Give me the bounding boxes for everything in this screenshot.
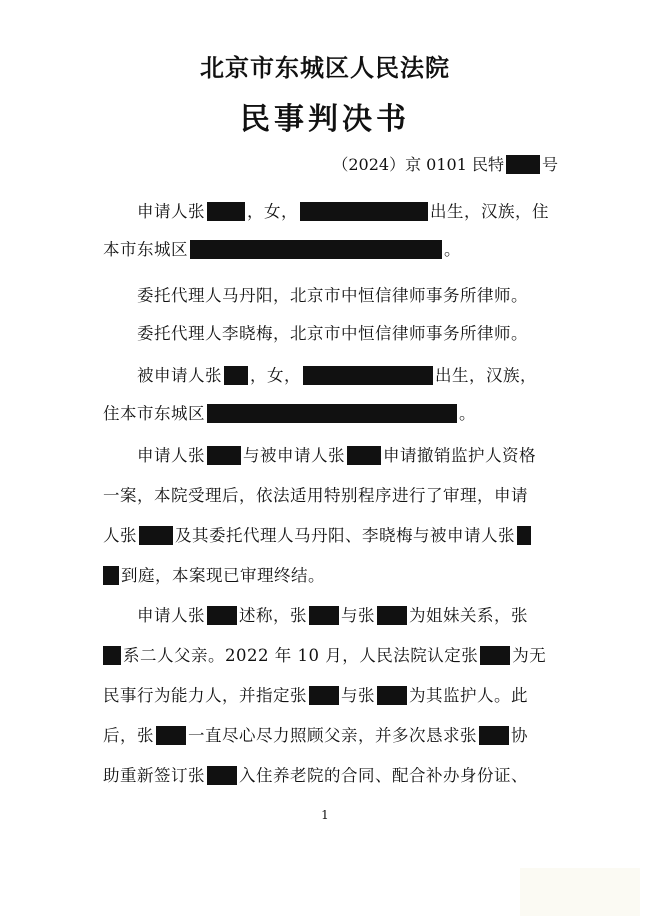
redaction-block (103, 566, 119, 585)
text-run: 住本市东城区 (103, 404, 205, 423)
redaction-block (207, 446, 241, 465)
redaction-block (207, 606, 237, 625)
case-number-prefix: （2024）京 0101 民特 (332, 155, 504, 174)
text-run: 民事行为能力人，并指定张 (103, 686, 307, 705)
redaction-block (377, 686, 407, 705)
text-run: 助重新签订张 (103, 766, 205, 785)
text-run: 。 (459, 404, 476, 423)
text-run: 及其委托代理人马丹阳、李晓梅与被申请人张 (175, 526, 515, 545)
redaction-block (207, 202, 245, 221)
paper-edge (520, 868, 640, 916)
redaction-block (190, 240, 442, 259)
court-name: 北京市东城区人民法院 (200, 53, 450, 82)
redaction-block (506, 155, 540, 174)
text-run: 入住养老院的合同、配合补办身份证、 (239, 766, 528, 785)
redaction-block (347, 446, 381, 465)
text-run: 申请人张 (137, 446, 205, 465)
case-number-suffix: 号 (541, 155, 558, 174)
text-run: 与张 (341, 606, 375, 625)
redaction-block (517, 526, 531, 545)
paragraph-line (103, 682, 555, 706)
paragraph-line (103, 522, 555, 546)
redaction-block (303, 366, 433, 385)
paragraph-line (103, 562, 555, 586)
redaction-block (139, 526, 173, 545)
redaction-block (156, 726, 186, 745)
redaction-block (377, 606, 407, 625)
text-run: 与被申请人张 (243, 446, 345, 465)
text-run: 申请撤销监护人资格 (383, 446, 536, 465)
redaction-block (309, 686, 339, 705)
paragraph-line (103, 642, 555, 666)
redaction-block (207, 404, 457, 423)
text-run: 人张 (103, 526, 137, 545)
text-run: ，女， (247, 202, 298, 221)
text-run: 协 (511, 726, 528, 745)
paragraph-line (103, 198, 555, 222)
text-run: 后，张 (103, 726, 154, 745)
redaction-block (103, 646, 121, 665)
text-run: 述称，张 (239, 606, 307, 625)
text-run: 被申请人张 (137, 366, 222, 385)
text-run: 申请人张 (137, 202, 205, 221)
text-run: 为其监护人。此 (409, 686, 528, 705)
text-run: 申请人张 (137, 606, 205, 625)
paragraph-line (103, 602, 555, 626)
paragraph-line (103, 236, 555, 260)
text-run: 到庭，本案现已审理终结。 (121, 566, 325, 585)
paragraph-line (103, 442, 555, 466)
paragraph-line (103, 762, 555, 786)
text-run: 出生，汉族，住 (430, 202, 549, 221)
paragraph-line: 一案，本院受理后，依法适用特别程序进行了审理，申请 (103, 486, 528, 505)
paragraph-line (103, 722, 555, 746)
text-run: 为无 (512, 646, 547, 665)
paragraph-line: 委托代理人马丹阳，北京市中恒信律师事务所律师。 (137, 286, 528, 305)
text-run: ，女， (250, 366, 301, 385)
redaction-block (479, 726, 509, 745)
redaction-block (207, 766, 237, 785)
text-run: 系二人父亲。2022 年 10 月，人民法院认定张 (123, 646, 479, 665)
document-title: 民事判决书 (240, 102, 410, 137)
text-run: 与张 (341, 686, 375, 705)
text-run: 一直尽心尽力照顾父亲，并多次恳求张 (188, 726, 477, 745)
page-number: 1 (321, 808, 329, 822)
redaction-block (224, 366, 248, 385)
redaction-block (480, 646, 510, 665)
paragraph-line (103, 362, 555, 386)
text-run: 出生，汉族， (435, 366, 537, 385)
text-run: 为姐妹关系，张 (409, 606, 528, 625)
paragraph-line: 委托代理人李晓梅，北京市中恒信律师事务所律师。 (137, 324, 528, 343)
redaction-block (300, 202, 428, 221)
text-run: 本市东城区 (103, 240, 188, 259)
redaction-block (309, 606, 339, 625)
text-run: 。 (444, 240, 461, 259)
case-number (332, 152, 558, 175)
paragraph-line (103, 400, 555, 424)
